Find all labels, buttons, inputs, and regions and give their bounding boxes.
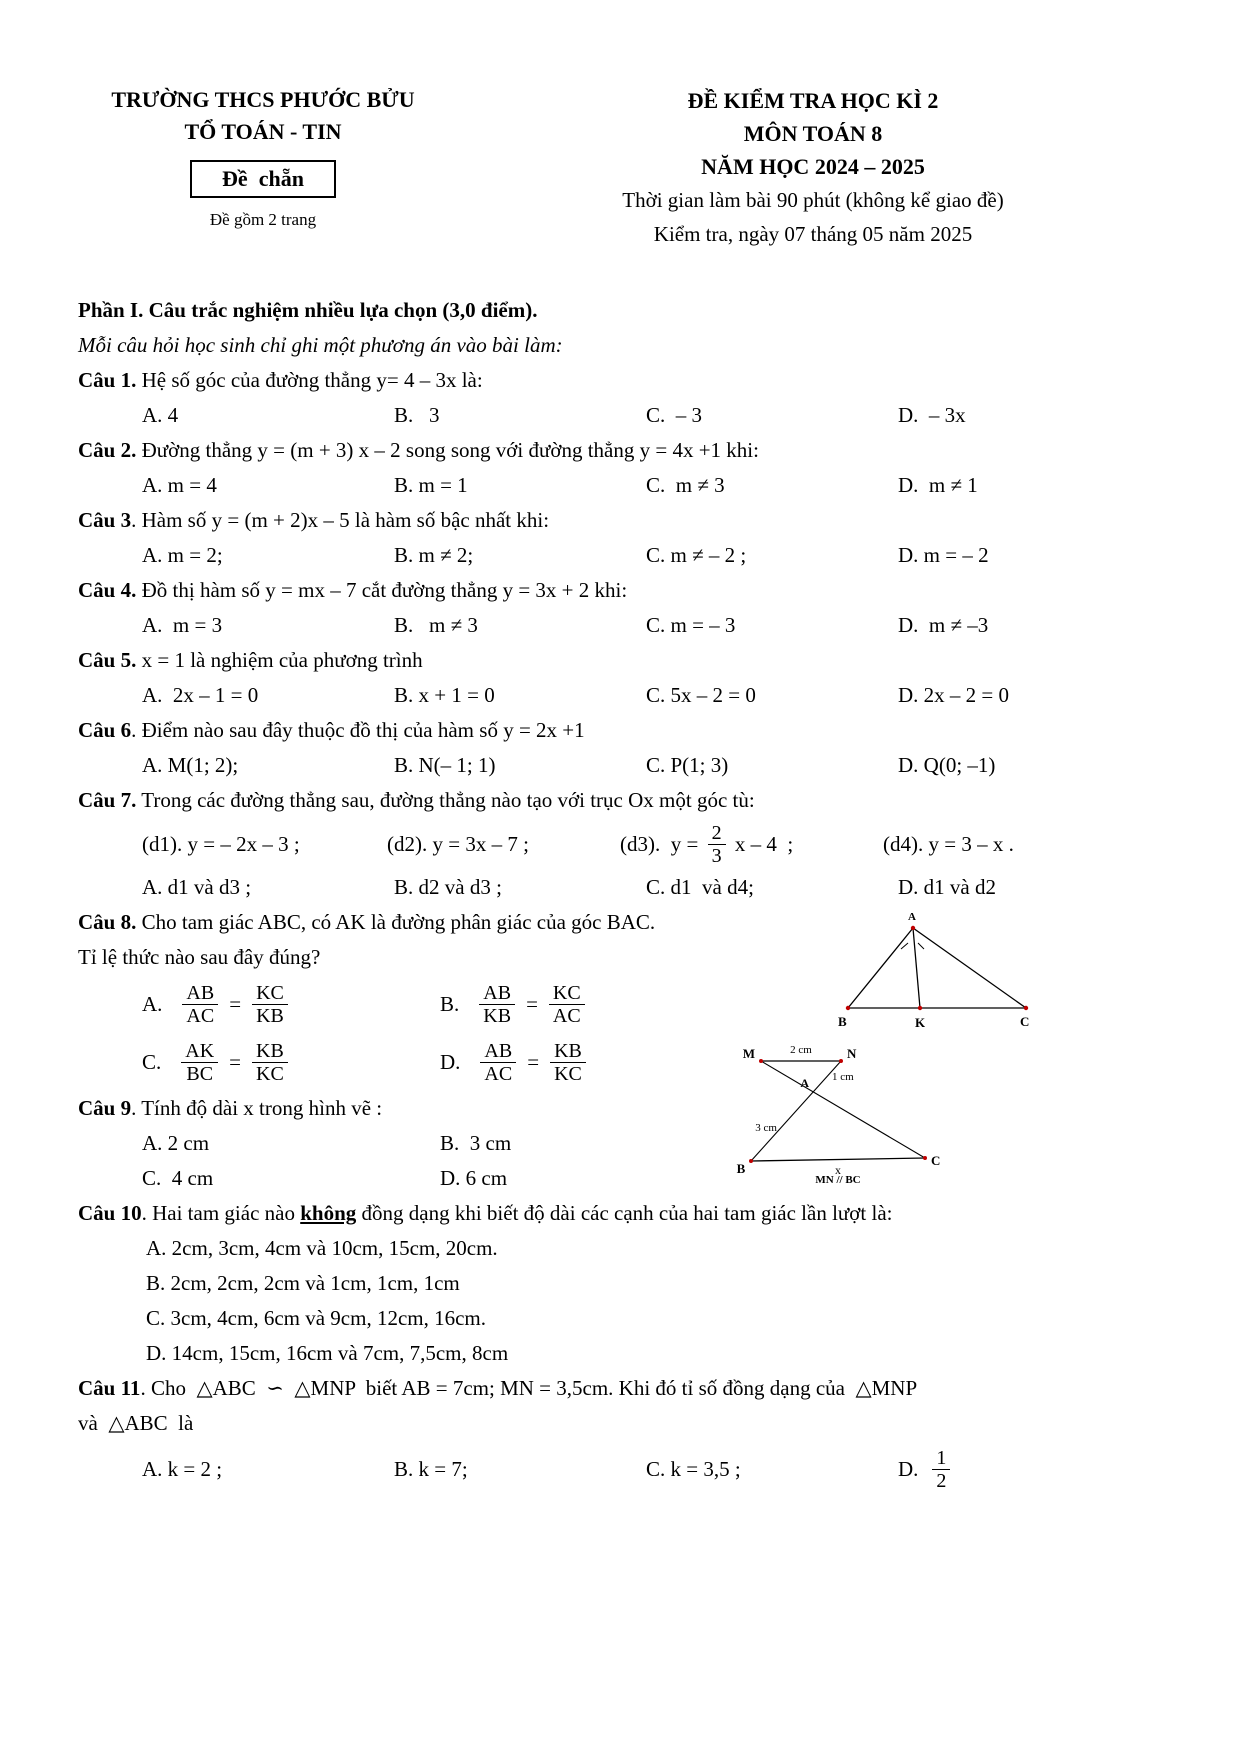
header-left-block [78, 84, 448, 251]
question-7-line-d3-suffix: x – 4 ; [729, 831, 794, 856]
point-c-dot [923, 1156, 927, 1160]
figure9-dim-na: 1 cm [832, 1071, 854, 1083]
question-9-label: Câu 9 [78, 1096, 132, 1120]
question-9 [78, 1091, 1163, 1126]
question-10-text-post: đồng dạng khi biết độ dài các cạnh của hai tam giác lần lượt là: [356, 1201, 893, 1225]
question-2-option-d: D. m ≠ 1 [898, 473, 978, 497]
fraction-numerator: 1 [932, 1447, 950, 1470]
exam-subject: MÔN TOÁN 8 [743, 121, 883, 146]
fraction-numerator: KC [252, 982, 288, 1005]
question-9-options-row-1 [78, 1126, 1163, 1161]
fraction [181, 1040, 218, 1085]
question-10-label: Câu 10 [78, 1201, 142, 1225]
question-6-option-b: B. N(– 1; 1) [394, 753, 496, 777]
question-11-option-b: B. k = 7; [394, 1456, 468, 1481]
question-7-line-d1: (d1). y = – 2x – 3 ; [142, 831, 300, 856]
bisector-ak-line [913, 928, 920, 1008]
question-3-option-b: B. m ≠ 2; [394, 543, 474, 567]
exam-body [0, 293, 1241, 1497]
figure8-label-b: B [838, 1014, 847, 1029]
question-10-option-b: B. 2cm, 2cm, 2cm và 1cm, 1cm, 1cm [146, 1271, 460, 1295]
department-name: TỔ TOÁN - TIN [184, 119, 342, 144]
fraction [932, 1447, 950, 1492]
question-5-label: Câu 5. [78, 648, 137, 672]
question-7-option-c: C. d1 và d4; [646, 875, 754, 899]
angle-tick-left [901, 943, 908, 949]
fraction [252, 982, 288, 1027]
exam-duration: Thời gian làm bài 90 phút (không kể giao đề) [622, 188, 1004, 212]
question-4-option-d: D. m ≠ –3 [898, 613, 989, 637]
vertex-b-dot [846, 1006, 850, 1010]
fraction-denominator: BC [186, 1062, 214, 1085]
question-5-text: x = 1 là nghiệm của phương trình [136, 648, 423, 672]
question-6-option-c: C. P(1; 3) [646, 753, 729, 777]
fraction-numerator: AB [480, 1040, 516, 1063]
question-4-label: Câu 4. [78, 578, 137, 602]
question-7-line-d2: (d2). y = 3x – 7 ; [387, 831, 529, 856]
question-7-line-d3-prefix: (d3). y = [620, 831, 704, 856]
question-7-option-b: B. d2 và d3 ; [394, 875, 502, 899]
question-6 [78, 713, 1163, 748]
figure9-label-a: A [800, 1076, 809, 1090]
fraction-numerator: AB [182, 982, 218, 1005]
question-10-option-a: A. 2cm, 3cm, 4cm và 10cm, 15cm, 20cm. [146, 1236, 498, 1260]
question-7-options [78, 870, 1163, 905]
figure9-dim-mn: 2 cm [790, 1044, 812, 1056]
angle-tick-right [918, 943, 924, 949]
question-10-text-pre: . Hai tam giác nào [141, 1201, 301, 1225]
question-5-option-d: D. 2x – 2 = 0 [898, 683, 1010, 707]
question-7-line-d4: (d4). y = 3 – x . [883, 831, 1014, 856]
figure8-label-c: C [1020, 1014, 1030, 1029]
question-8-option-b [440, 982, 738, 1027]
question-11 [78, 1371, 1163, 1406]
question-3-text: . Hàm số y = (m + 2)x – 5 là hàm số bậc nhất khi: [131, 508, 550, 532]
part1-instruction: Mỗi câu hỏi học sinh chỉ ghi một phương án vào bài làm: [78, 333, 563, 357]
question-6-text: . Điểm nào sau đây thuộc đồ thị của hàm số y = 2x +1 [131, 718, 585, 742]
question-1 [78, 363, 1163, 398]
point-b-dot [749, 1159, 753, 1163]
fraction-denominator: KB [256, 1004, 284, 1027]
exam-header [0, 0, 1241, 251]
question-9-option-a: A. 2 cm [142, 1131, 210, 1155]
question-3-option-a: A. m = 2; [142, 543, 223, 567]
figure8-label-a: A [908, 911, 916, 923]
fraction [252, 1040, 288, 1085]
question-8-option-c [142, 1040, 440, 1085]
question-8-text: Cho tam giác ABC, có AK là đường phân giác của góc BAC. [136, 910, 656, 934]
fraction-numerator: AK [181, 1040, 218, 1063]
question-1-option-a: A. 4 [142, 403, 179, 427]
question-5-options [78, 678, 1163, 713]
fraction-denominator: AC [186, 1004, 215, 1027]
question-11-options [78, 1441, 1163, 1497]
question-3-option-d: D. m = – 2 [898, 543, 989, 567]
question-10-options [78, 1231, 1163, 1371]
figure-similar-triangles-mn-bc [733, 1043, 948, 1185]
figure9-label-n: N [847, 1046, 857, 1061]
question-11-option-d [898, 1447, 954, 1492]
question-10 [78, 1196, 1163, 1231]
school-name: TRƯỜNG THCS PHƯỚC BỬU [111, 87, 415, 112]
vertex-c-dot [1024, 1006, 1028, 1010]
question-5-option-a: A. 2x – 1 = 0 [142, 683, 259, 707]
exam-variant-box [190, 160, 336, 198]
question-2-option-b: B. m = 1 [394, 473, 468, 497]
question-7-lines [78, 818, 1163, 870]
fraction-numerator: KB [550, 1040, 586, 1063]
question-7-label: Câu 7. [78, 788, 137, 812]
triangle-abc-outline [848, 928, 1026, 1008]
equals-sign: = [526, 991, 538, 1016]
fraction-numerator: KC [549, 982, 585, 1005]
question-5-option-c: C. 5x – 2 = 0 [646, 683, 756, 707]
option-letter: B. [440, 991, 460, 1016]
question-2-label: Câu 2. [78, 438, 137, 462]
fraction [182, 982, 218, 1027]
exam-year: NĂM HỌC 2024 – 2025 [701, 154, 925, 179]
question-1-text: Hệ số góc của đường thẳng y= 4 – 3x là: [136, 368, 483, 392]
question-9-option-c: C. 4 cm [142, 1166, 214, 1190]
fraction [549, 982, 585, 1027]
exam-title: ĐỀ KIỂM TRA HỌC KÌ 2 [687, 88, 939, 113]
question-10-emphasized-word: không [300, 1201, 357, 1225]
option-letter: A. [142, 991, 163, 1016]
question-4-option-c: C. m = – 3 [646, 613, 736, 637]
question-10-option-c: C. 3cm, 4cm, 6cm và 9cm, 12cm, 16cm. [146, 1306, 487, 1330]
fraction-denominator: 2 [936, 1469, 947, 1492]
question-7-line-d3 [620, 822, 883, 867]
figure9-dim-ab: 3 cm [755, 1122, 777, 1134]
fraction-numerator: 2 [708, 822, 726, 845]
question-3-label: Câu 3 [78, 508, 132, 532]
question-11-text: . Cho △ABC ∽ △MNP biết AB = 7cm; MN = 3,5cm. Khi đó tỉ số đồng dạng của △MNP [140, 1376, 918, 1400]
question-8-option-d [440, 1040, 738, 1085]
question-2 [78, 433, 1163, 468]
fraction [480, 1040, 516, 1085]
question-4-text: Đồ thị hàm số y = mx – 7 cắt đường thẳng y = 3x + 2 khi: [136, 578, 628, 602]
question-11-option-a: A. k = 2 ; [142, 1456, 223, 1481]
question-2-options [78, 468, 1163, 503]
question-11-option-c: C. k = 3,5 ; [646, 1456, 741, 1481]
question-9-option-d: D. 6 cm [440, 1166, 508, 1190]
equals-sign: = [229, 1049, 241, 1074]
part1-heading: Phần I. Câu trắc nghiệm nhiều lựa chọn (3,0 điểm). [78, 298, 538, 322]
question-4-option-a: A. m = 3 [142, 613, 223, 637]
segment-nb [751, 1061, 841, 1161]
question-7 [78, 783, 1163, 818]
question-2-option-c: C. m ≠ 3 [646, 473, 725, 497]
figure9-label-m: M [742, 1046, 755, 1061]
question-7-option-d: D. d1 và d2 [898, 875, 996, 899]
point-k-dot [918, 1006, 922, 1010]
fraction-denominator: AC [484, 1062, 513, 1085]
figure9-note: MN // BC [815, 1174, 861, 1185]
question-8-options-row-2 [78, 1033, 1163, 1091]
question-1-option-d: D. – 3x [898, 403, 966, 427]
question-4-option-b: B. m ≠ 3 [394, 613, 478, 637]
question-11-label: Câu 11 [78, 1376, 141, 1400]
question-6-options [78, 748, 1163, 783]
vertex-a-dot [911, 926, 915, 930]
question-4 [78, 573, 1163, 608]
segment-bc [751, 1158, 925, 1161]
fraction-numerator: AB [479, 982, 515, 1005]
fraction-numerator: KB [252, 1040, 288, 1063]
figure8-label-k: K [915, 1015, 926, 1030]
question-1-options [78, 398, 1163, 433]
question-10-option-d: D. 14cm, 15cm, 16cm và 7cm, 7,5cm, 8cm [146, 1341, 509, 1365]
question-8-option-a [142, 982, 440, 1027]
option-letter: C. [142, 1049, 162, 1074]
fraction [550, 1040, 586, 1085]
question-3-options [78, 538, 1163, 573]
question-1-option-c: C. – 3 [646, 403, 703, 427]
question-6-option-d: D. Q(0; –1) [898, 753, 996, 777]
question-1-option-b: B. 3 [394, 403, 440, 427]
question-9-option-b: B. 3 cm [440, 1131, 512, 1155]
fraction-denominator: KC [554, 1062, 582, 1085]
fraction-denominator: AC [552, 1004, 581, 1027]
question-1-label: Câu 1. [78, 368, 137, 392]
question-7-option-a: A. d1 và d3 ; [142, 875, 252, 899]
exam-variant-label: Đề chẵn [222, 166, 304, 191]
question-9-options-row-2 [78, 1161, 1163, 1196]
question-7-text: Trong các đường thẳng sau, đường thẳng nào tạo với trục Ox một góc tù: [136, 788, 755, 812]
question-11-text2: và △ABC là [78, 1411, 194, 1435]
pages-note: Đề gồm 2 trang [209, 210, 317, 229]
question-2-option-a: A. m = 4 [142, 473, 217, 497]
fraction [479, 982, 515, 1027]
question-5-option-b: B. x + 1 = 0 [394, 683, 495, 707]
fraction [708, 822, 726, 867]
question-4-options [78, 608, 1163, 643]
exam-date: Kiểm tra, ngày 07 tháng 05 năm 2025 [653, 222, 973, 246]
question-2-text: Đường thẳng y = (m + 3) x – 2 song song với đường thẳng y = 4x +1 khi: [136, 438, 759, 462]
fraction-denominator: KC [256, 1062, 284, 1085]
equals-sign: = [527, 1049, 540, 1074]
option-letter: D. [898, 1456, 919, 1481]
point-m-dot [759, 1059, 763, 1063]
figure-triangle-angle-bisector [838, 908, 1033, 1033]
figure9-label-c: C [931, 1153, 941, 1168]
figure9-dim-x: x [835, 1163, 841, 1177]
question-8-text2: Tỉ lệ thức nào sau đây đúng? [78, 945, 321, 969]
question-3-option-c: C. m ≠ – 2 ; [646, 543, 747, 567]
question-3 [78, 503, 1163, 538]
option-letter: D. [440, 1049, 461, 1074]
header-right-block [463, 84, 1163, 251]
point-n-dot [839, 1059, 843, 1063]
question-6-option-a: A. M(1; 2); [142, 753, 239, 777]
fraction-denominator: 3 [711, 844, 722, 867]
question-5 [78, 643, 1163, 678]
question-6-label: Câu 6 [78, 718, 132, 742]
figure9-label-b: B [736, 1161, 746, 1176]
question-8-label: Câu 8. [78, 910, 137, 934]
equals-sign: = [229, 991, 242, 1016]
fraction-denominator: KB [483, 1004, 512, 1027]
question-9-text: . Tính độ dài x trong hình vẽ : [131, 1096, 383, 1120]
